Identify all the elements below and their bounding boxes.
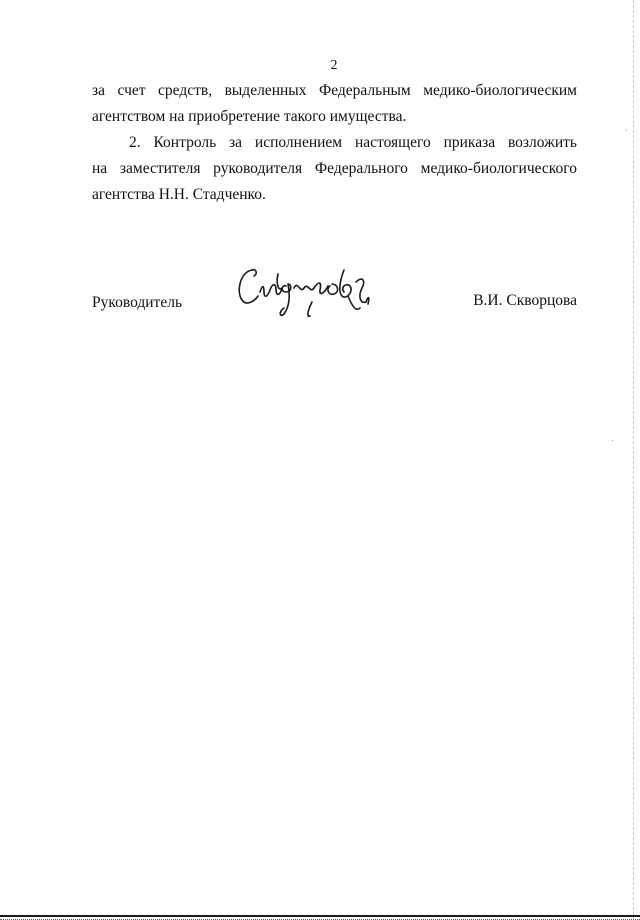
scan-edge-right xyxy=(632,0,634,920)
paragraph-line: агентством на приобретение такого имущества. xyxy=(92,108,407,125)
scan-speck xyxy=(626,130,627,131)
signature-block xyxy=(92,280,577,350)
paragraph-funding xyxy=(92,78,577,130)
signatory-position: Руководитель xyxy=(92,294,183,311)
signatory-name: В.И. Скворцова xyxy=(473,292,577,309)
scan-edge-bottom xyxy=(0,915,640,917)
scan-speck xyxy=(612,440,613,441)
paragraph-line: за счет средств, выделенных Федеральным медико-биологическим xyxy=(92,82,577,99)
paragraph-control xyxy=(92,130,577,208)
paragraph-line: 2. Контроль за исполнением настоящего приказа возложить xyxy=(129,134,577,151)
paragraph-line: на заместителя руководителя Федерального медико-биологического xyxy=(92,160,577,177)
handwritten-signature xyxy=(234,262,404,332)
paragraph-line: агентства Н.Н. Стадченко. xyxy=(92,186,266,203)
page-number: 2 xyxy=(330,58,338,73)
